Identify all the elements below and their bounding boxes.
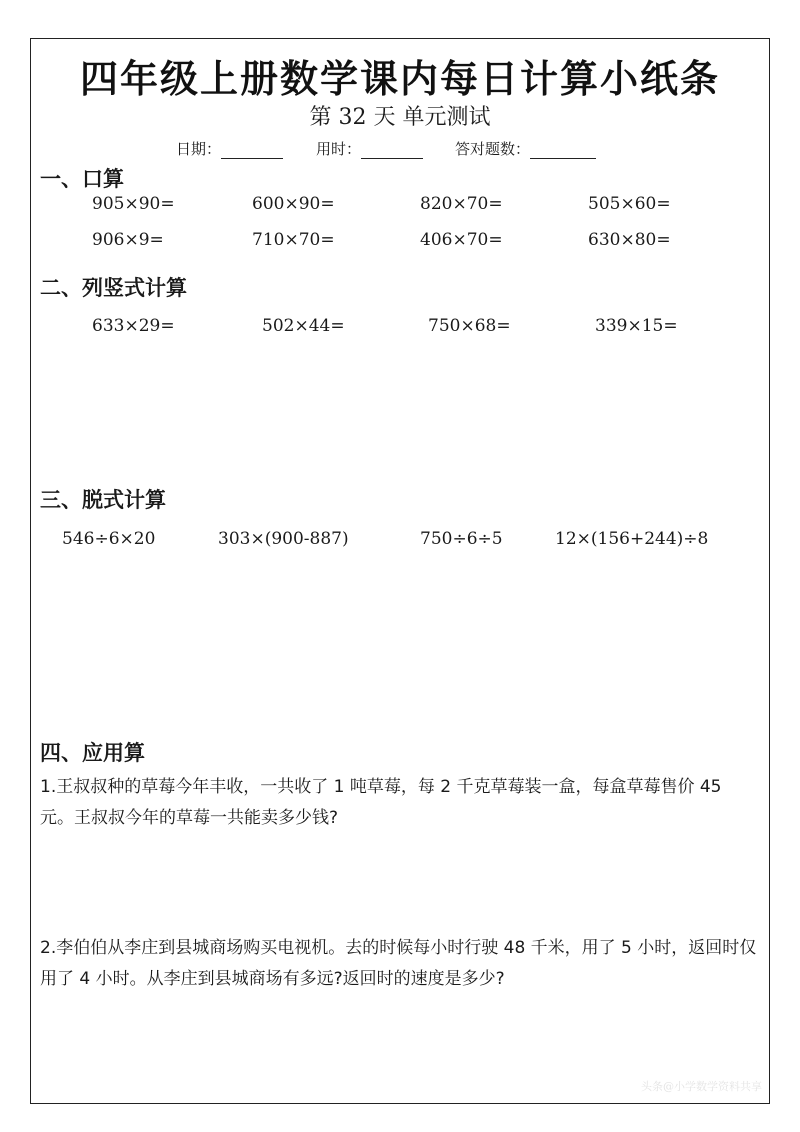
vertical-expr: 633×29= bbox=[92, 316, 175, 336]
stepwise-expr: 303×(900-887) bbox=[218, 529, 349, 549]
correct-count-field bbox=[455, 138, 596, 159]
oral-expr: 505×60= bbox=[588, 194, 671, 214]
oral-expr: 710×70= bbox=[252, 230, 335, 250]
vertical-expr: 339×15= bbox=[595, 316, 678, 336]
section-stepwise-heading: 三、脱式计算 bbox=[40, 488, 166, 512]
stepwise-expr: 546÷6×20 bbox=[62, 529, 156, 549]
date-label: 日期： bbox=[176, 140, 222, 158]
correct-count-blank[interactable] bbox=[530, 144, 596, 159]
applied-problem-2: 2.李伯伯从李庄到县城商场购买电视机。去的时候每小时行驶 48 千米，用了 5 小时，返回时仅用了 4 小时。从李庄到县城商场有多远?返回时的速度是多少? bbox=[40, 938, 757, 989]
section-vertical-heading: 二、列竖式计算 bbox=[40, 276, 187, 300]
stepwise-expr: 12×(156+244)÷8 bbox=[555, 529, 709, 549]
applied-problem-1: 1.王叔叔种的草莓今年丰收，一共收了 1 吨草莓，每 2 千克草莓装一盒，每盒草莓售价 45 元。王叔叔今年的草莓一共能卖多少钱? bbox=[40, 777, 722, 828]
page-title: 四年级上册数学课内每日计算小纸条 bbox=[79, 57, 720, 101]
date-blank[interactable] bbox=[221, 144, 283, 159]
time-label: 用时： bbox=[316, 140, 362, 158]
date-field bbox=[176, 138, 283, 159]
section-applied-heading: 四、应用算 bbox=[40, 741, 145, 765]
time-blank[interactable] bbox=[361, 144, 423, 159]
oral-expr: 406×70= bbox=[420, 230, 503, 250]
vertical-expr: 750×68= bbox=[428, 316, 511, 336]
section-oral-heading: 一、口算 bbox=[40, 167, 124, 191]
oral-expr: 600×90= bbox=[252, 194, 335, 214]
oral-expr: 820×70= bbox=[420, 194, 503, 214]
oral-expr: 906×9= bbox=[92, 230, 164, 250]
page-subtitle: 第 32 天 单元测试 bbox=[309, 105, 491, 130]
oral-expr: 630×80= bbox=[588, 230, 671, 250]
correct-count-label: 答对题数： bbox=[455, 140, 531, 158]
oral-expr: 905×90= bbox=[92, 194, 175, 214]
vertical-expr: 502×44= bbox=[262, 316, 345, 336]
time-field bbox=[316, 138, 423, 159]
watermark: 头条@小学数学资料共享 bbox=[641, 1080, 762, 1093]
stepwise-expr: 750÷6÷5 bbox=[420, 529, 503, 549]
